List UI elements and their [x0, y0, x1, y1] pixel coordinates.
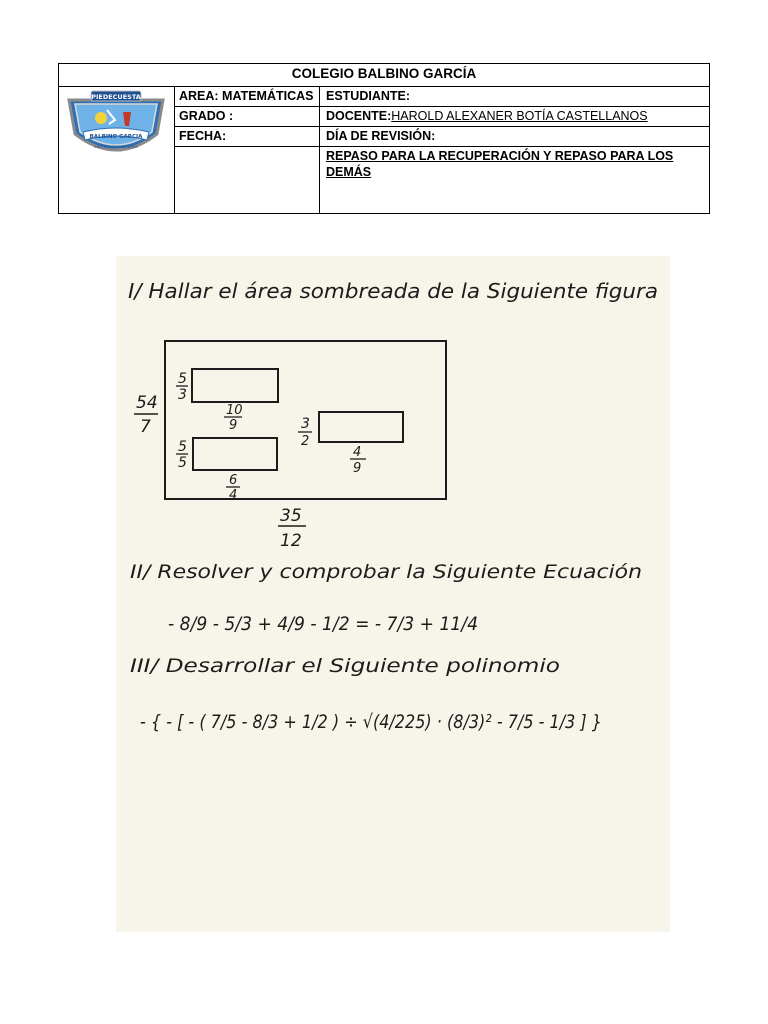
teacher-label: DOCENTE:	[326, 109, 392, 123]
rect-a-width-num: 10	[226, 403, 243, 418]
rect-a-width-den: 9	[229, 418, 238, 433]
rect-c-height-den: 2	[301, 434, 310, 449]
outer-width-num: 35	[280, 506, 302, 526]
review-day-label: DÍA DE REVISIÓN:	[326, 129, 436, 143]
outer-width-den: 12	[280, 531, 302, 551]
problem-2-title: II/ Resolver y comprobar la Siguiente Ecuación	[130, 561, 642, 583]
rect-c-height-num: 3	[301, 416, 310, 432]
school-logo	[61, 88, 171, 166]
outer-height-den: 7	[140, 417, 151, 437]
inner-rectangle-b	[193, 438, 277, 470]
rect-b-height-den: 5	[178, 455, 187, 471]
teacher-name: HAROLD ALEXANER BOTÍA CASTELLANOS	[391, 109, 648, 123]
divider	[174, 126, 709, 127]
outer-height-num: 54	[136, 393, 158, 413]
problem-1-title: I/ Hallar el área sombreada de la Siguiente figura	[128, 279, 658, 303]
logo-name: BALBINO GARCIA	[89, 134, 143, 140]
inner-rectangle-a	[192, 369, 278, 402]
logo-banner: PIEDECUESTA	[91, 93, 141, 101]
rect-a-height-num: 5	[178, 371, 187, 387]
problem-3-title: III/ Desarrollar el Siguiente polinomio	[130, 655, 560, 677]
subject-title: REPASO PARA LA RECUPERACIÓN Y REPASO PARA LOS DEMÁS	[326, 149, 674, 179]
inner-rectangle-c	[319, 412, 403, 442]
problem-3-expression: - { - [ - ( 7/5 - 8/3 + 1/2 ) ÷ √(4/225) · (8/3)² - 7/5 - 1/3 ] }	[140, 711, 602, 733]
rect-a-height-den: 3	[178, 387, 187, 403]
handwritten-worksheet	[116, 256, 670, 932]
problem-2-expression: - 8/9 - 5/3 + 4/9 - 1/2 = - 7/3 + 11/4	[168, 613, 478, 635]
header-table	[58, 63, 710, 214]
school-crest-icon	[61, 88, 171, 166]
teacher-field	[326, 108, 706, 124]
logo-motto: INSTITUCIÓN EDUCATIVA	[94, 145, 138, 149]
grade-label: GRADO :	[179, 109, 234, 123]
student-label: ESTUDIANTE:	[326, 89, 411, 103]
divider	[174, 106, 709, 107]
worksheet-drawing	[116, 256, 670, 932]
school-name: COLEGIO BALBINO GARCÍA	[291, 66, 477, 81]
rect-c-width-den: 9	[353, 461, 362, 476]
divider	[59, 86, 709, 87]
rect-b-width-den: 4	[229, 488, 238, 503]
rect-b-width-num: 6	[229, 473, 238, 488]
area-label: AREA: MATEMÁTICAS	[179, 89, 314, 103]
divider	[174, 146, 709, 147]
date-label: FECHA:	[179, 129, 227, 143]
rect-b-height-num: 5	[178, 439, 187, 455]
rect-c-width-num: 4	[353, 445, 362, 460]
